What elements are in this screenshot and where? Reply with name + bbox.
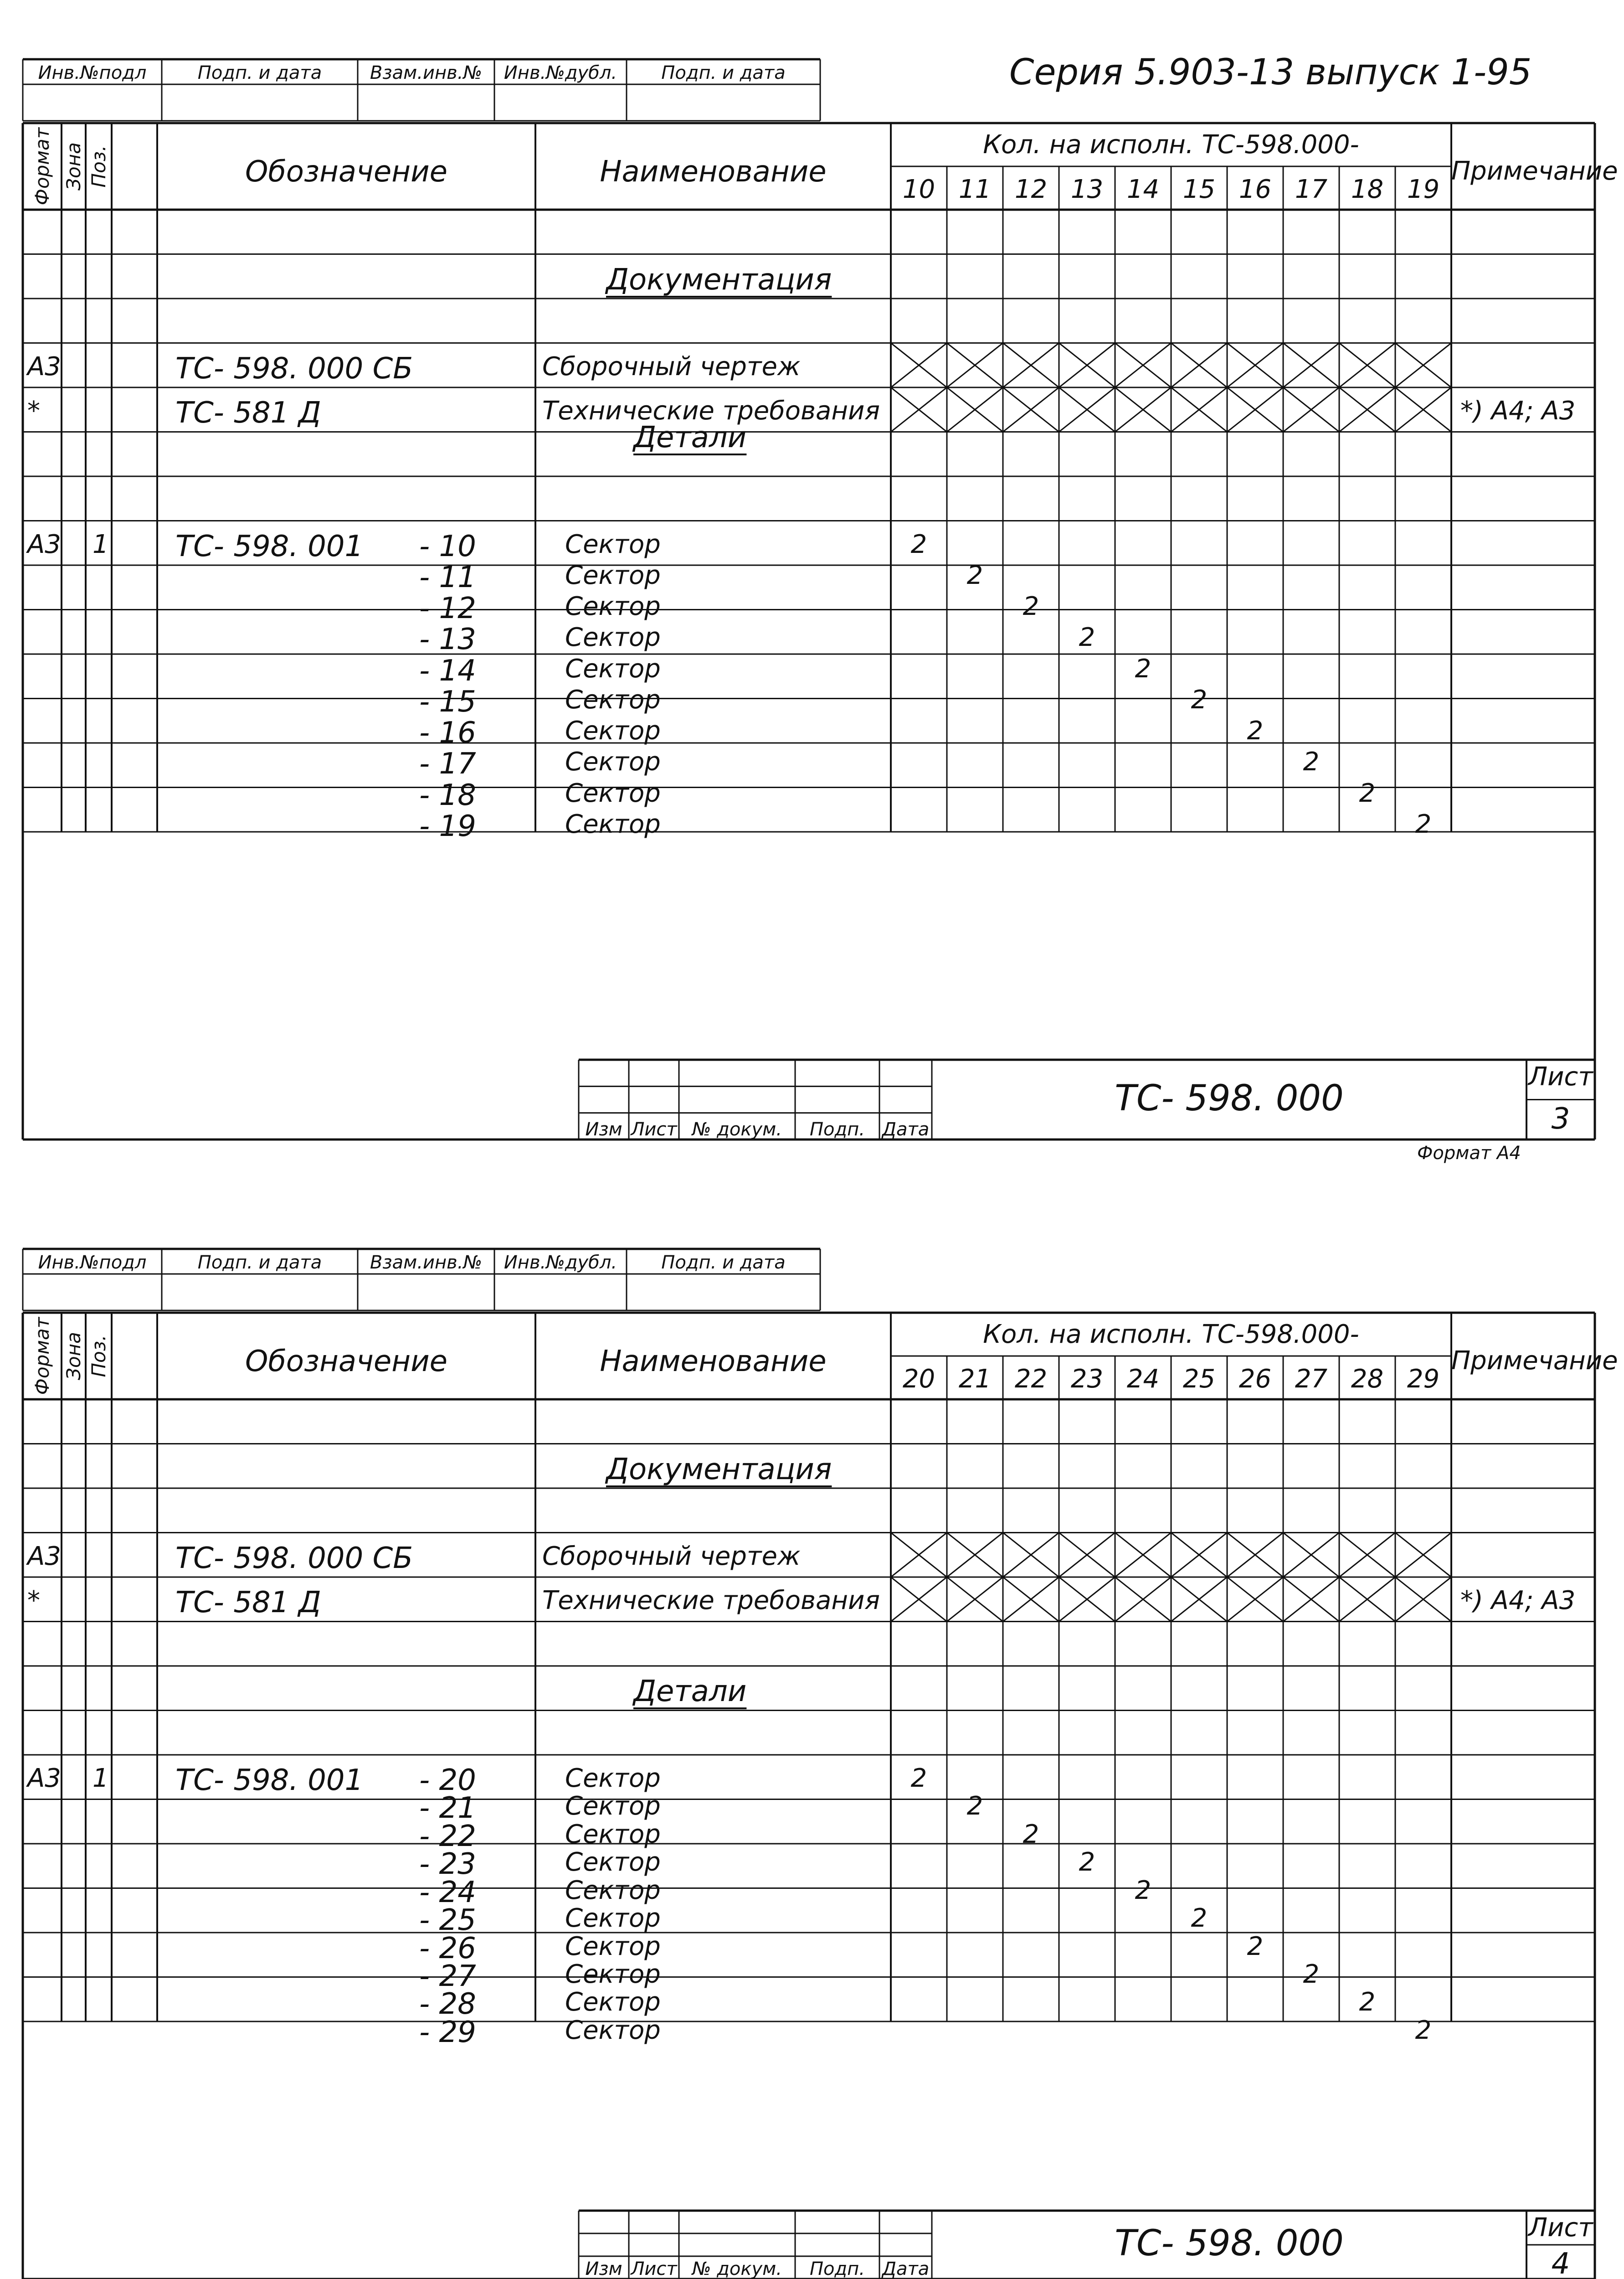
section-title-documentation: Документация	[606, 1452, 832, 1486]
part-suffix: - 10	[419, 529, 476, 563]
part-name: Сектор	[565, 1903, 661, 1934]
part-qty: 2	[1079, 1847, 1095, 1877]
part-name: Сектор	[565, 1875, 661, 1905]
exec-column-label: 13	[1070, 175, 1104, 204]
exec-column-label: 19	[1407, 175, 1440, 204]
part-qty: 2	[1247, 1931, 1264, 1961]
title-block-label: Дата	[882, 1119, 930, 1140]
exec-column-label: 12	[1014, 175, 1048, 204]
row-note: *) А4; А3	[1460, 1586, 1576, 1615]
part-qty: 2	[966, 1791, 983, 1821]
stamp-label: Инв.№подл	[38, 62, 147, 83]
part-name: Сектор	[565, 778, 661, 808]
part-qty: 2	[1303, 1959, 1320, 1989]
part-suffix: - 17	[419, 747, 476, 781]
part-name: Сектор	[565, 654, 661, 684]
part-qty: 2	[910, 529, 927, 559]
exec-column-label: 21	[958, 1364, 992, 1394]
stamp-label: Подп. и дата	[661, 1252, 786, 1273]
stamp-label: Инв.№дубл.	[504, 62, 617, 83]
part-name: Сектор	[565, 747, 661, 777]
part-suffix: - 12	[419, 592, 476, 625]
stamp-label: Инв.№подл	[38, 1252, 147, 1273]
part-name: Сектор	[565, 529, 661, 559]
exec-column-label: 18	[1351, 175, 1384, 204]
stamp-label: Подп. и дата	[661, 62, 786, 83]
title-block-label: Дата	[882, 2258, 930, 2279]
sheet-number: 4	[1551, 2247, 1570, 2279]
part-suffix: - 23	[419, 1847, 476, 1882]
part-format: А3	[27, 529, 61, 559]
row-name: Технические требования	[542, 1586, 880, 1615]
part-suffix: - 26	[419, 1931, 476, 1965]
row-designation: ТС- 598. 000 СБ	[175, 351, 413, 386]
part-name: Сектор	[565, 1931, 661, 1961]
sheet-label: Лист	[1528, 2213, 1593, 2243]
stamp-label: Инв.№дубл.	[504, 1252, 617, 1273]
part-qty: 2	[1359, 1987, 1376, 2017]
column-header-name: Наименование	[600, 1345, 827, 1378]
part-suffix: - 20	[419, 1763, 476, 1797]
part-name: Сектор	[565, 623, 661, 653]
title-block-label: Лист	[631, 1119, 677, 1140]
title-block-label: № докум.	[692, 2258, 782, 2279]
exec-column-label: 16	[1239, 175, 1272, 204]
part-suffix: - 29	[419, 2015, 476, 2049]
part-qty: 2	[1303, 747, 1320, 777]
exec-column-label: 17	[1295, 175, 1328, 204]
part-name: Сектор	[565, 716, 661, 746]
part-qty: 2	[1191, 685, 1208, 715]
row-format: А3	[27, 351, 61, 382]
exec-column-label: 15	[1182, 175, 1216, 204]
part-suffix: - 18	[419, 778, 476, 812]
stamp-label: Подп. и дата	[197, 1252, 322, 1273]
column-header-designation: Обозначение	[245, 155, 448, 189]
row-format: А3	[27, 1541, 61, 1571]
part-suffix: - 27	[419, 1959, 476, 1993]
exec-column-label: 24	[1126, 1364, 1160, 1394]
exec-column-label: 11	[958, 175, 992, 204]
title-block-label: Лист	[631, 2258, 677, 2279]
part-qty: 2	[1415, 809, 1432, 839]
column-header-format: Формат	[31, 1317, 53, 1395]
part-qty: 2	[1247, 716, 1264, 746]
column-header-zone: Зона	[62, 1332, 85, 1380]
exec-column-label: 14	[1126, 175, 1160, 204]
row-format: *	[27, 396, 40, 426]
part-suffix: - 13	[419, 623, 476, 657]
part-suffix: - 11	[419, 560, 476, 594]
part-name: Сектор	[565, 592, 661, 621]
part-qty: 2	[1359, 778, 1376, 808]
part-name: Сектор	[565, 1791, 661, 1821]
part-qty: 2	[966, 560, 983, 590]
part-qty: 2	[1023, 592, 1039, 621]
part-name: Сектор	[565, 560, 661, 590]
part-qty: 2	[1415, 2015, 1432, 2045]
part-name: Сектор	[565, 685, 661, 715]
exec-column-label: 28	[1351, 1364, 1384, 1394]
title-block-label: Подп.	[809, 2258, 865, 2279]
row-format: *	[27, 1586, 40, 1615]
part-name: Сектор	[565, 1959, 661, 1989]
exec-column-label: 29	[1407, 1364, 1440, 1394]
part-qty: 2	[1191, 1903, 1208, 1934]
part-suffix: - 14	[419, 654, 476, 688]
part-pos: 1	[93, 1763, 109, 1793]
column-header-qty: Кол. на исполн. ТС-598.000-	[983, 130, 1359, 160]
part-name: Сектор	[565, 1847, 661, 1877]
row-name: Технические требования	[542, 396, 880, 426]
part-qty: 2	[1079, 623, 1095, 653]
part-qty: 2	[1135, 1875, 1151, 1905]
part-qty: 2	[1135, 654, 1151, 684]
column-header-note: Примечание	[1451, 156, 1618, 186]
column-header-qty: Кол. на исполн. ТС-598.000-	[983, 1320, 1359, 1349]
part-name: Сектор	[565, 1819, 661, 1849]
row-designation: ТС- 598. 000 СБ	[175, 1541, 413, 1575]
column-header-pos: Поз.	[87, 1335, 110, 1377]
exec-column-label: 22	[1014, 1364, 1048, 1394]
stamp-label: Взам.инв.№	[370, 62, 483, 83]
column-header-pos: Поз.	[87, 145, 110, 188]
part-suffix: - 28	[419, 1987, 476, 2021]
part-suffix: - 25	[419, 1903, 476, 1938]
part-designation: ТС- 598. 001	[175, 529, 364, 563]
row-designation: ТС- 581 Д	[175, 396, 321, 430]
part-suffix: - 22	[419, 1819, 476, 1853]
part-qty: 2	[1023, 1819, 1039, 1849]
title-block-label: Изм	[585, 2258, 622, 2279]
exec-column-label: 10	[902, 175, 935, 204]
document-number: ТС- 598. 000	[1115, 1078, 1344, 1119]
format-note: Формат А4	[1417, 1143, 1521, 1164]
exec-column-label: 26	[1239, 1364, 1272, 1394]
part-suffix: - 19	[419, 809, 476, 843]
document-number: ТС- 598. 000	[1115, 2223, 1344, 2264]
sheet-number: 3	[1551, 1102, 1570, 1136]
title-block-label: Изм	[585, 1119, 622, 1140]
column-header-designation: Обозначение	[245, 1345, 448, 1378]
exec-column-label: 25	[1182, 1364, 1216, 1394]
part-pos: 1	[93, 529, 109, 559]
title-block-label: Подп.	[809, 1119, 865, 1140]
part-suffix: - 15	[419, 685, 476, 719]
row-name: Сборочный чертеж	[542, 351, 801, 382]
part-suffix: - 24	[419, 1875, 476, 1909]
part-name: Сектор	[565, 1763, 661, 1793]
section-title-parts: Детали	[633, 1675, 747, 1708]
stamp-label: Взам.инв.№	[370, 1252, 483, 1273]
part-name: Сектор	[565, 809, 661, 839]
exec-column-label: 27	[1295, 1364, 1328, 1394]
exec-column-label: 20	[902, 1364, 935, 1394]
row-name: Сборочный чертеж	[542, 1541, 801, 1571]
series-header: Серия 5.903-13 выпуск 1-95	[1009, 52, 1532, 93]
row-designation: ТС- 581 Д	[175, 1586, 321, 1619]
section-title-parts: Детали	[633, 420, 747, 454]
column-header-name: Наименование	[600, 155, 827, 189]
exec-column-label: 23	[1070, 1364, 1104, 1394]
part-qty: 2	[910, 1763, 927, 1793]
column-header-format: Формат	[31, 127, 53, 206]
part-name: Сектор	[565, 2015, 661, 2045]
column-header-note: Примечание	[1451, 1346, 1618, 1376]
section-title-documentation: Документация	[606, 263, 832, 297]
part-suffix: - 21	[419, 1791, 476, 1825]
part-designation: ТС- 598. 001	[175, 1763, 364, 1797]
stamp-label: Подп. и дата	[197, 62, 322, 83]
title-block-label: № докум.	[692, 1119, 782, 1140]
part-name: Сектор	[565, 1987, 661, 2017]
sheet-label: Лист	[1528, 1062, 1593, 1092]
row-note: *) А4; А3	[1460, 396, 1576, 426]
column-header-zone: Зона	[62, 142, 85, 191]
part-suffix: - 16	[419, 716, 476, 750]
part-format: А3	[27, 1763, 61, 1793]
